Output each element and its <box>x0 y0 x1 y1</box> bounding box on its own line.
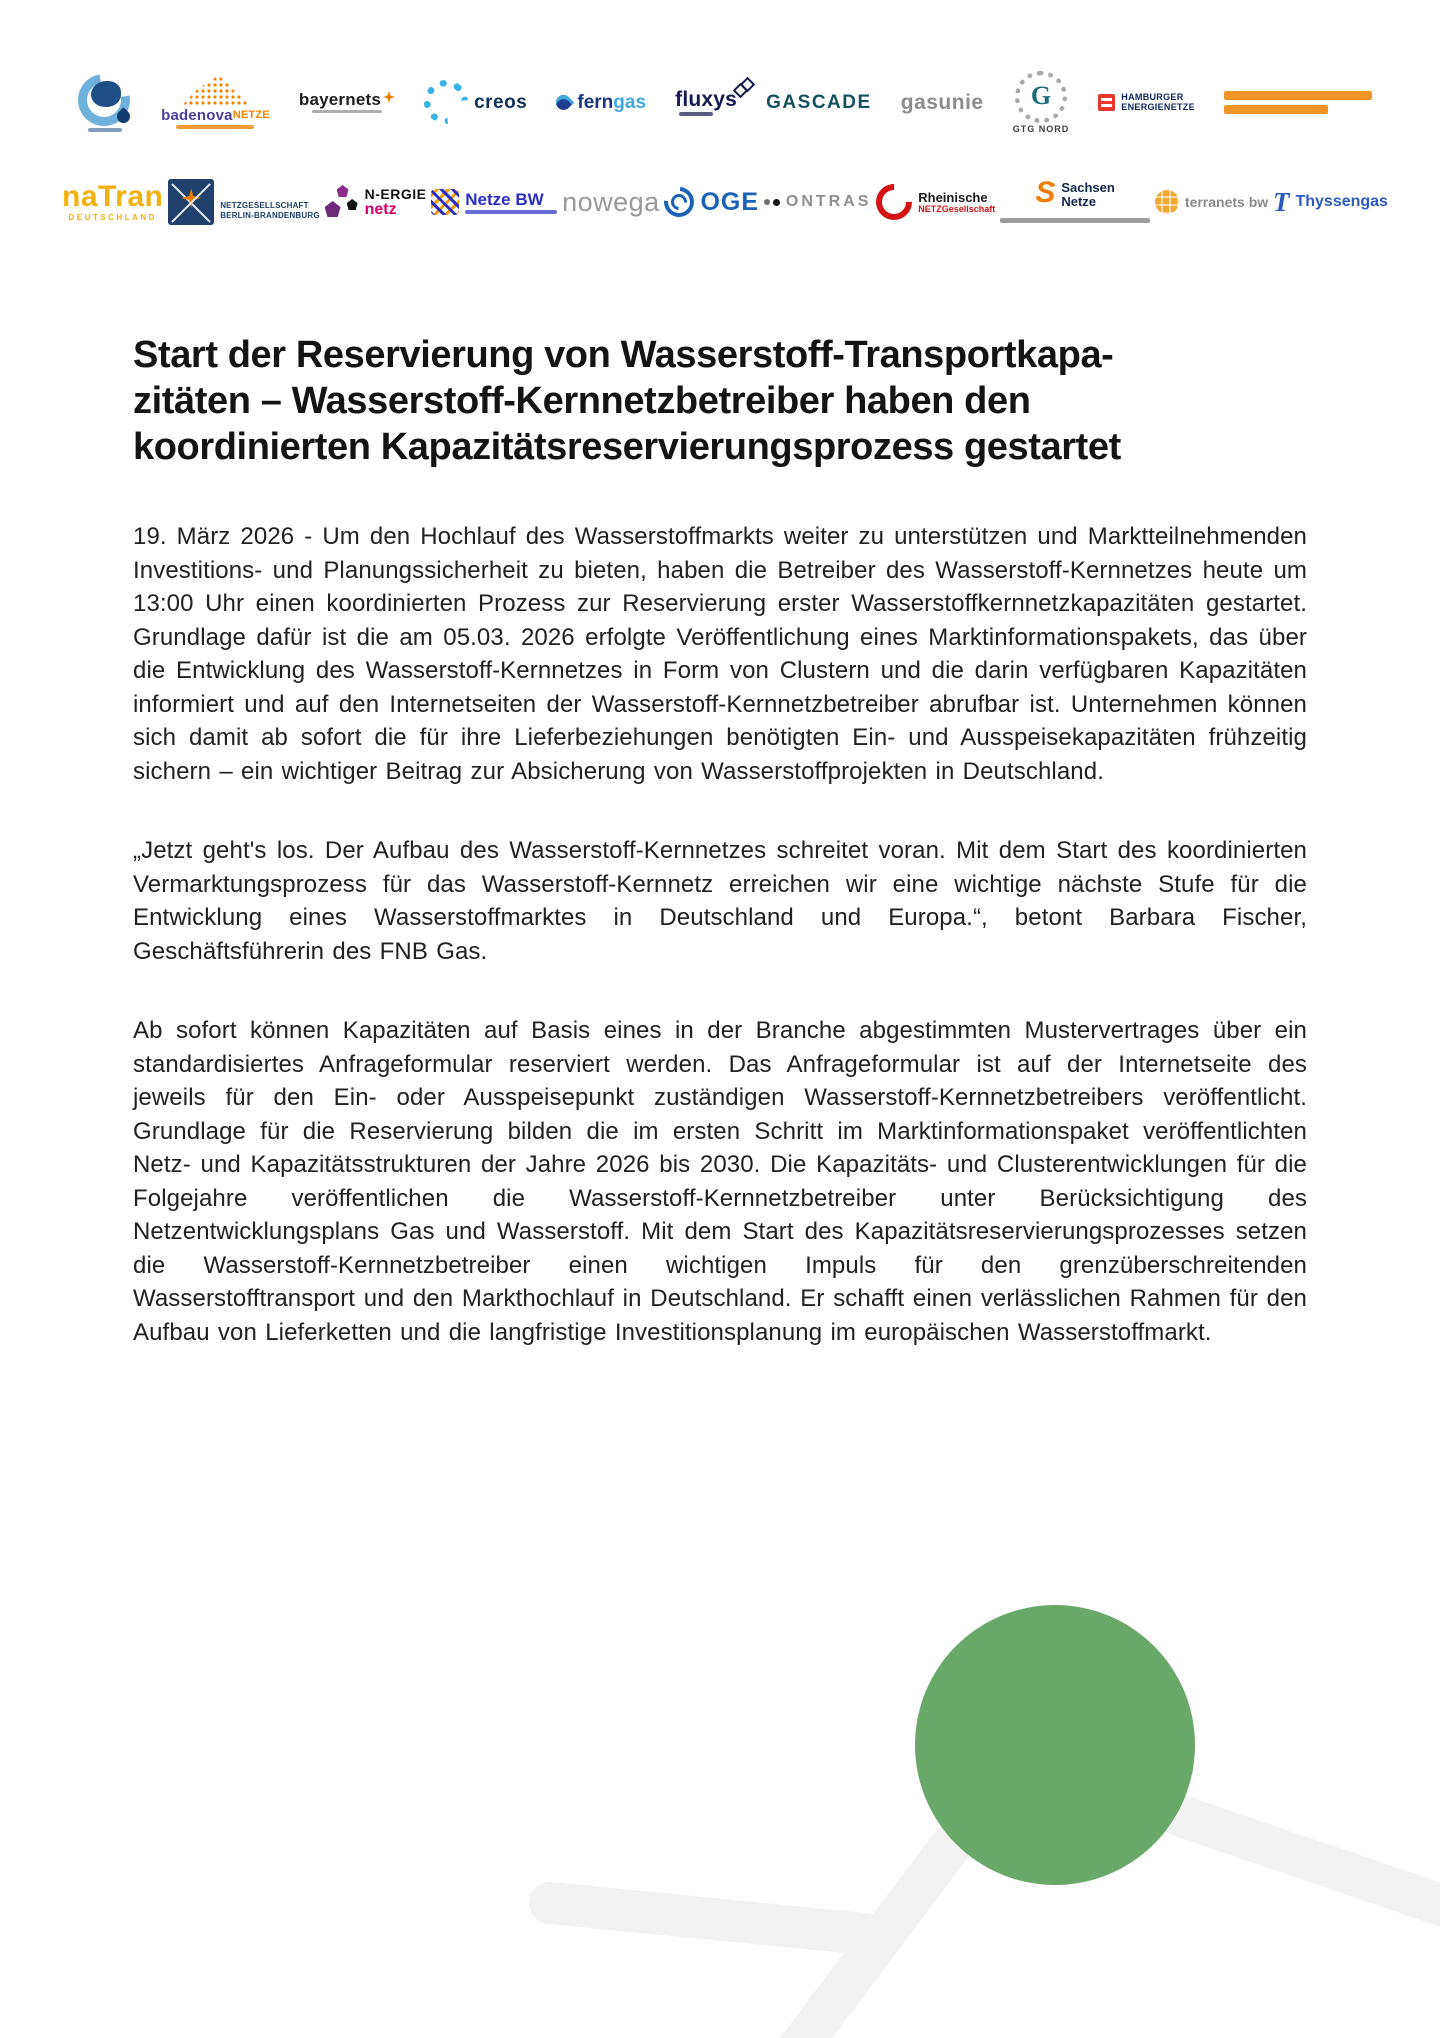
ferngas-label-dark: fern <box>577 91 614 113</box>
logo-thyssengas <box>1272 186 1388 217</box>
decoration-line-right-diagonal <box>1140 1802 1440 1912</box>
netze-bw-wordmark <box>465 191 557 214</box>
bayernets-wordmark <box>299 91 395 108</box>
paragraph-intro: 19. März 2026 - Um den Hochlauf des Wasserstoffmarkts weiter zu unterstützen und Marktteilnehmenden Investitions- und Planungssicherheit zu bieten, haben die Betreiber des Wasserstoff-Kernnetzes heute um 13:00 Uhr einen koordinierten Prozess zur Reservierung erster Wasserstoffkernnetzkapazitäten gestartet. Grundlage dafür ist die am 05.03. 2026 erfolgte Veröffentlichung eines Marktinformationspakets, das über die Entwicklung des Wasserstoff-Kernnetzes in Form von Clustern und die darin verfügbaren Kapazitäten informiert und auf den Internetseiten der Wasserstoff-Kernnetzbetreiber abrufbar ist. Unternehmen können sich damit ab sofort die für ihre Lieferbeziehungen benötigten Ein- und Ausspeisekapazitäten frühzeitig sichern – ein wichtiger Beitrag zur Absicherung von Wasserstoffprojekten in Deutschland. <box>133 523 1307 785</box>
ontras-dot-icon <box>773 199 780 206</box>
rng-ring-icon <box>869 177 920 228</box>
bayernets-tagline-bar <box>312 110 382 113</box>
badenova-tagline-bar <box>176 125 254 129</box>
terranets-sphere-icon <box>1155 190 1179 214</box>
sachsennetze-s-icon: S <box>1035 175 1056 209</box>
logo-bayernets <box>299 91 395 113</box>
article <box>133 332 1307 1395</box>
logo-hamburger-energienetze <box>1098 93 1195 112</box>
rng-line2: NETZGesellschaft <box>918 203 996 214</box>
fluxys-molecule-icon <box>735 79 753 95</box>
sachsennetze-line2: Netze <box>1061 194 1097 209</box>
fluxys-subline-bar <box>679 112 713 116</box>
sachsennetze-lockup <box>1035 175 1115 209</box>
logo-gtg-nord <box>1013 71 1070 134</box>
n-ergie-pentagon-icon <box>325 185 359 219</box>
logo-badenova-netze <box>161 76 270 129</box>
nbb-line1: NETZGESELLSCHAFT <box>220 201 309 210</box>
logo-terranets-bw <box>1155 190 1268 214</box>
bayernets-label: bayernets <box>298 90 381 109</box>
badenova-wordmark <box>161 108 270 123</box>
natran-label: naTran <box>62 180 164 213</box>
logo-orange-wordmark <box>1224 91 1372 114</box>
sachsennetze-tagline-bar <box>1000 218 1150 223</box>
ontras-wordmark <box>764 194 872 210</box>
blue-swirl-droplet-icon <box>78 72 132 126</box>
gtg-nord-ring-icon <box>1015 71 1067 123</box>
ferngas-label-light: gas <box>613 91 647 113</box>
decoration-line-horizontal <box>550 1903 866 1934</box>
ontras-dot-icon <box>764 199 770 205</box>
logo-sachsennetze <box>1000 175 1150 223</box>
badenova-label: badenova <box>161 106 233 124</box>
badenova-accent: NETZE <box>232 108 270 121</box>
logo-row-1 <box>78 60 1372 144</box>
logo-gasunie <box>901 92 984 113</box>
terranets-label: terranets bw <box>1184 194 1269 210</box>
creos-c-icon <box>415 71 477 133</box>
logo-ferngas <box>556 93 646 112</box>
page-title <box>133 332 1307 470</box>
ferngas-droplet-icon <box>553 91 574 112</box>
creos-label: creos <box>474 91 528 113</box>
logo-row-2 <box>62 152 1388 252</box>
hamburger-energienetze-icon <box>1098 94 1115 111</box>
gtg-nord-g: G <box>1030 80 1052 110</box>
oge-arrows-icon <box>664 187 694 217</box>
nbb-line2: BERLIN-BRANDENBURG <box>220 211 320 220</box>
title-line-2: zitäten – Wasserstoff-Kernnetzbetreiber haben den <box>133 380 1031 422</box>
netze-bw-hash-icon <box>431 189 459 215</box>
oge-label: OGE <box>700 187 760 216</box>
title-line-3: koordinierten Kapazitätsreservierungsprozess gestartet <box>133 426 1121 468</box>
hamburger-energienetze-line1: HAMBURGER <box>1121 91 1184 102</box>
n-ergie-line1: N-ERGIE <box>364 185 427 202</box>
ferngas-wordmark <box>577 93 646 112</box>
netze-bw-label: Netze BW <box>465 189 544 209</box>
green-circle-decoration <box>915 1605 1195 1885</box>
hamburger-energienetze-wordmark <box>1121 93 1195 112</box>
logo-nbb <box>168 179 320 225</box>
logo-creos <box>424 80 527 124</box>
thyssengas-t-icon: T <box>1272 186 1290 217</box>
sachsennetze-wordmark <box>1061 181 1114 208</box>
nbb-compass-icon <box>168 179 214 225</box>
thyssengas-label: Thyssengas <box>1295 193 1388 210</box>
gtg-nord-label: GTG NORD <box>1012 123 1070 134</box>
fluxys-label: fluxys <box>675 87 738 111</box>
logo-n-ergie-netz <box>325 185 427 219</box>
rng-wordmark <box>918 191 995 214</box>
bayernets-star-icon <box>383 91 395 103</box>
hamburger-energienetze-line2: ENERGIENETZE <box>1121 101 1195 112</box>
n-ergie-wordmark <box>365 187 427 218</box>
paragraph-quote: „Jetzt geht's los. Der Aufbau des Wasserstoff-Kernnetzes schreitet voran. Mit dem Start des koordinierten Vermarktungsprozess für das Wasserstoff-Kernnetz erreichen wir eine wichtige nächste Stufe für die Entwicklung eines Wasserstoffmarktes in Deutschland und Europa.“, betont Barbara Fischer, Geschäftsführerin des FNB Gas. <box>133 837 1307 965</box>
fluxys-wordmark <box>675 89 737 110</box>
natran-sub-label: DEUTSCHLAND <box>68 213 157 222</box>
rng-line1: Rheinische <box>918 189 988 205</box>
nowega-label: nowega <box>562 186 660 217</box>
ontras-label: ONTRAS <box>785 193 872 210</box>
logo-blue-swirl <box>78 72 132 132</box>
paragraph-details: Ab sofort können Kapazitäten auf Basis eines in der Branche abgestimmten Mustervertrages über ein standardisiertes Anfrageformular reserviert werden. Das Anfrageformular ist auf der Internetseite des jeweils für den Ein- oder Ausspeisepunkt zuständigen Wasserstoff-Kernnetzbetreibers veröffentlicht. Grundlage für die Reservierung bilden die im ersten Schritt im Marktinformationspaket veröffentlichten Netz- und Kapazitätsstrukturen der Jahre 2026 bis 2030. Die Kapazitäts- und Clusterentwicklungen für die Folgejahre veröffentlichen die Wasserstoff-Kernnetzbetreiber unter Berücksichtigung des Netzentwicklungsplans Gas und Wasserstoff. Mit dem Start des Kapazitätsreservierungsprozesses setzen die Wasserstoff-Kernnetzbetreiber einen wichtigen Impuls für den grenzüberschreitenden Wasserstofftransport und den Markthochlauf in Deutschland. Er schafft einen verlässlichen Rahmen für den Aufbau von Lieferketten und die langfristige Investitionsplanung im europäischen Wasserstoffmarkt. <box>133 1017 1307 1346</box>
title-line-1: Start der Reservierung von Wasserstoff-Transportkapa- <box>133 334 1114 376</box>
logo-nowega <box>562 186 660 217</box>
gasunie-label: gasunie <box>900 90 984 114</box>
netze-bw-tagline-bar <box>465 210 557 214</box>
n-ergie-line2: netz <box>364 200 397 218</box>
logo-rheinische-netzgesellschaft <box>876 184 995 220</box>
logo-oge <box>664 187 759 217</box>
logo-ontras <box>764 194 872 210</box>
blue-swirl-wordmark-bar <box>88 128 122 132</box>
logo-fluxys <box>675 89 737 116</box>
nbb-wordmark <box>220 202 320 220</box>
sachsennetze-line1: Sachsen <box>1061 180 1115 195</box>
badenova-dot-burst-icon <box>182 76 248 106</box>
logo-gascade <box>766 93 872 112</box>
logo-natran <box>62 182 163 222</box>
gascade-label: GASCADE <box>766 91 872 113</box>
orange-wordmark-lines <box>1224 91 1372 114</box>
logo-netze-bw <box>431 189 557 215</box>
